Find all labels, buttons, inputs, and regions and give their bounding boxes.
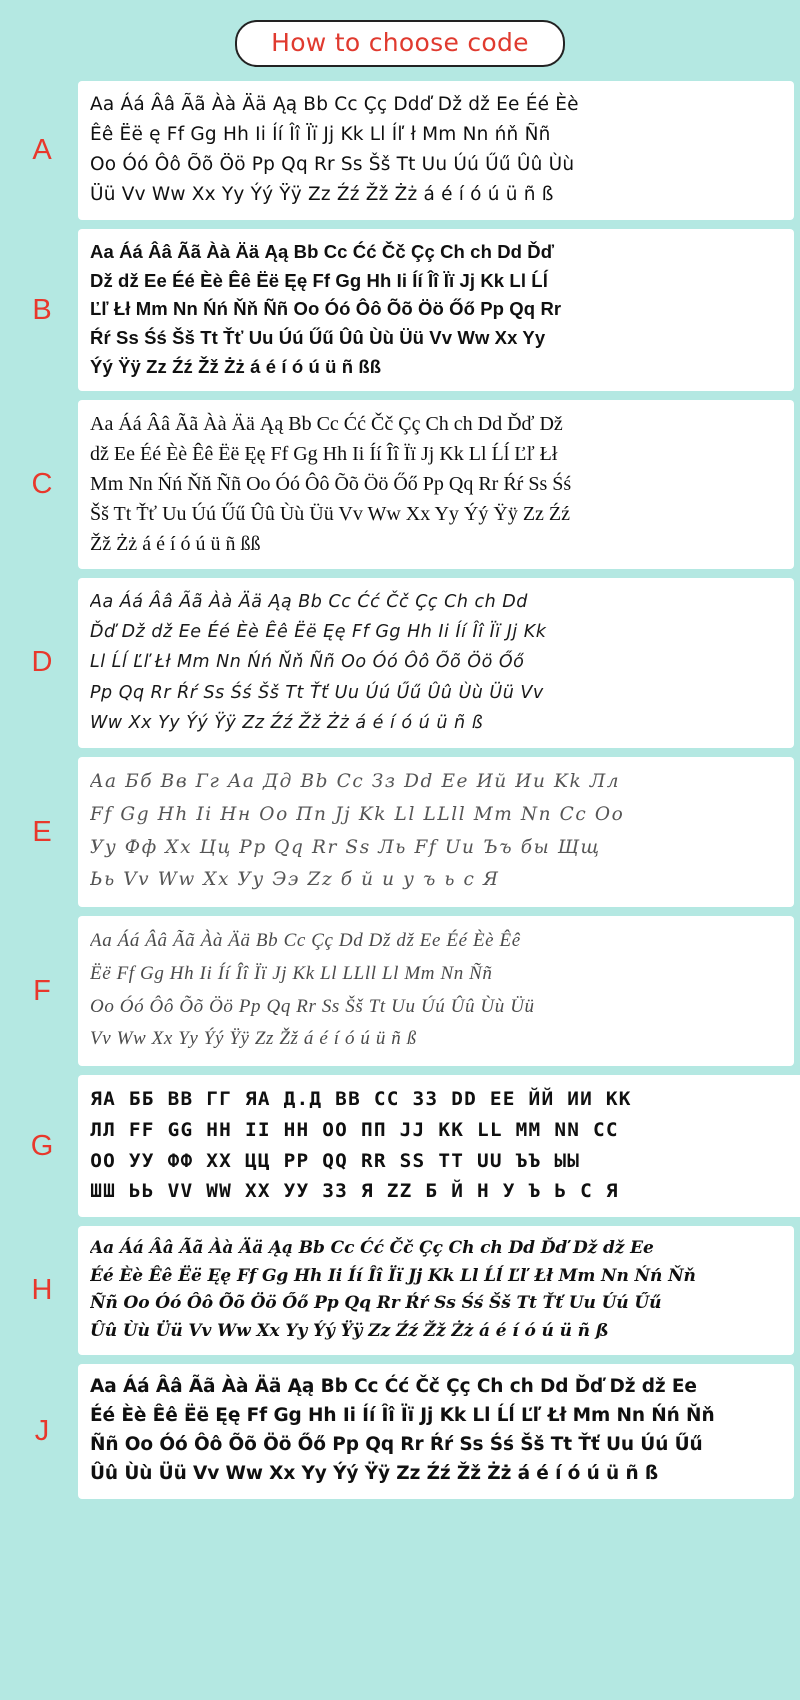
sample-letter-label: B xyxy=(32,293,52,326)
specimen-line: ОО УУ ФФ ХХ ЦЦ PP QQ RR SS TT UU ЪЪ ЫЫ xyxy=(90,1149,581,1172)
sample-letter-label: J xyxy=(34,1414,50,1447)
sample-letter-label: E xyxy=(32,815,52,848)
specimen-line: Éé Èè Êê Ëë Ęę Ff Gg Hh Ii Íí Îî Ïï Jj Kk Ll Ĺĺ Ľľ Łł Mm Nn Ńń Ňň xyxy=(90,1265,696,1286)
page-title: How to choose code xyxy=(235,20,565,67)
sample-letter-label: G xyxy=(30,1129,54,1162)
font-sample-row xyxy=(6,229,794,391)
specimen-line: Aa Áá Ââ Ãã Àà Ää Ąą Bb Cc Çç Ddď Dž dž Ee Éé Èè xyxy=(90,94,579,115)
font-sample-list xyxy=(0,81,800,1499)
specimen-line: dž Ee Éé Èè Êê Ëë Ęę Ff Gg Hh Ii Íí Îî Ïï Jj Kk Ll Ĺĺ Ľľ Łł xyxy=(90,443,558,466)
font-sample-row xyxy=(6,1226,794,1355)
font-sample-row xyxy=(6,400,794,569)
font-specimen-card[interactable] xyxy=(78,400,794,569)
specimen-line: Aa Áá Ââ Ãã Àà Ää Ąą Bb Cc Ćć Čč Çç Ch ch Dd xyxy=(90,592,528,613)
font-sample-row xyxy=(6,757,794,908)
font-specimen-card[interactable] xyxy=(78,1364,794,1498)
specimen-line: Ññ Oo Óó Ôô Õõ Öö Őő Pp Qq Rr Ŕŕ Ss Śś Šš Tt Ťť Uu Úú Űű xyxy=(90,1433,703,1455)
sample-letter-label: H xyxy=(31,1274,53,1307)
font-specimen-card[interactable] xyxy=(78,578,794,747)
font-sample-row xyxy=(6,578,794,747)
title-container xyxy=(0,20,800,67)
specimen-line: Aa Áá Ââ Ãã Àà Ää Ąą Bb Cc Ćć Čč Çç Ch ch Dd Ďď Dž xyxy=(90,413,563,436)
specimen-line: Üü Vv Ww Xx Yy Ýý Ÿÿ Zz Źź Žž Żż á é í ó ú ü ñ ß xyxy=(90,183,554,205)
specimen-line: Ll Ĺĺ Ľľ Łł Mm Nn Ńń Ňň Ññ Oo Óó Ôô Õõ Öö Őő xyxy=(90,652,525,673)
font-specimen-card[interactable] xyxy=(78,757,794,908)
specimen-line: Ьь Vv Ww Xx Уу Ээ Zz б й и у ъ ь с Я xyxy=(90,869,500,891)
sample-letter-label: D xyxy=(31,646,53,679)
font-sample-row xyxy=(6,916,794,1066)
sample-letter-label: C xyxy=(31,468,53,501)
specimen-line: Ûû Ùù Üü Vv Ww Xx Yy Ýý Ÿÿ Zz Źź Žž Żż á é í ó ú ü ñ ß xyxy=(90,1320,609,1341)
specimen-line: ШШ ЬЬ VV WW XX УУ ЗЗ Я ZZ Б Й Н У Ъ Ь С Я xyxy=(90,1180,619,1203)
specimen-line: Aa Áá Ââ Ãã Àà Ää Ąą Bb Cc Ćć Čč Çç Ch ch Dd Ďď xyxy=(90,240,555,262)
sample-letter-label: F xyxy=(33,974,51,1007)
specimen-line: Dž dž Ee Éé Èè Êê Ëë Ęę Ff Gg Hh Ii Íí Îî Ïï Jj Kk Ll Ĺĺ xyxy=(90,269,548,291)
specimen-line: Aa Áá Ââ Ãã Àà Ää Bb Cc Çç Dd Dž dž Ee Éé Èè Êê xyxy=(90,930,521,952)
font-specimen-card[interactable] xyxy=(78,916,794,1066)
specimen-line: ЛЛ FF GG HH II НН ОО ПП JJ КК LL MM NN CC xyxy=(90,1118,619,1141)
specimen-line: Oo Óó Ôô Õõ Öö Pp Qq Rr Ss Šš Tt Uu Úú Ûû Ùù Üü xyxy=(90,995,535,1017)
specimen-line: Žž Żż á é í ó ú ü ñ ßß xyxy=(90,533,261,556)
specimen-line: Éé Èè Êê Ëë Ęę Ff Gg Hh Ii Íí Îî Ïï Jj Kk Ll Ĺĺ Ľľ Łł Mm Nn Ńń Ňň xyxy=(90,1405,715,1427)
specimen-line: Oo Óó Ôô Õõ Öö Pp Qq Rr Ss Šš Tt Uu Úú Űű Ûû Ùù xyxy=(90,153,575,175)
specimen-line: Aa Бб Вв Гг Aa Дд Bb Cc Зз Dd Ee Ий Ии Kk Лл xyxy=(90,770,621,792)
specimen-line: Ýý Ÿÿ Zz Źź Žž Żż á é í ó ú ü ñ ßß xyxy=(90,355,382,377)
specimen-line: ЯА ББ ВВ ГГ ЯА Д.Д ВВ СС ЗЗ DD ЕЕ ЙЙ ИИ КК xyxy=(90,1088,632,1111)
font-specimen-card[interactable] xyxy=(78,1075,800,1217)
font-specimen-card[interactable] xyxy=(78,81,794,220)
specimen-line: Šš Tt Ťť Uu Úú Űű Ûû Ùù Üü Vv Ww Xx Yy Ýý Ÿÿ Zz Źź xyxy=(90,503,570,526)
specimen-line: Ľľ Łł Mm Nn Ńń Ňň Ññ Oo Óó Ôô Õõ Öö Őő Pp Qq Rr xyxy=(90,298,562,320)
specimen-line: Ff Gg Hh Ii Нн Oo Пп Jj Kk Ll LLll Mm Nn Cc Oo xyxy=(90,803,625,825)
specimen-line: Ññ Oo Óó Ôô Õõ Öö Őő Pp Qq Rr Ŕŕ Ss Śś Šš Tt Ťť Uu Úú Űű xyxy=(90,1293,662,1314)
specimen-line: Aa Áá Ââ Ãã Àà Ää Ąą Bb Cc Ćć Čč Çç Ch ch Dd Ďď Dž dž Ee xyxy=(90,1238,654,1259)
specimen-line: Ŕŕ Ss Śś Šš Tt Ťť Uu Úú Űű Ûû Ùù Üü Vv Ww Xx Yy xyxy=(90,326,546,348)
specimen-line: Mm Nn Ńń Ňň Ññ Oo Óó Ôô Õõ Öö Őő Pp Qq Rr Ŕŕ Ss Śś xyxy=(90,473,572,496)
sample-letter-label: A xyxy=(32,133,52,166)
font-specimen-card[interactable] xyxy=(78,229,794,391)
specimen-line: Ëë Ff Gg Hh Ii Íí Îî Ïï Jj Kk Ll LLll Ll Mm Nn Ññ xyxy=(90,963,493,985)
font-specimen-card[interactable] xyxy=(78,1226,794,1355)
font-sample-row xyxy=(6,1075,794,1217)
specimen-line: Vv Ww Xx Yy Ýý Ÿÿ Zz Žž á é í ó ú ü ñ ß xyxy=(90,1028,417,1050)
specimen-line: Уу Фф Xx Цц Pp Qq Rr Ss Ль Ff Uu Ъъ бы Щщ xyxy=(90,836,601,858)
specimen-line: Êê Ëë ę Ff Gg Hh Ii Íí Îî Ïï Jj Kk Ll Íľ ł Mm Nn ńň Ññ xyxy=(90,123,551,145)
font-sample-row xyxy=(6,81,794,220)
specimen-line: Pp Qq Rr Ŕŕ Ss Śś Šš Tt Ťť Uu Úú Űű Ûû Ùù Üü Vv xyxy=(90,682,544,703)
specimen-line: Ďď Dž dž Ee Éé Èè Êê Ëë Ęę Ff Gg Hh Ii Íí Îî Ïï Jj Kk xyxy=(90,622,547,643)
specimen-line: Ww Xx Yy Ýý Ÿÿ Zz Źź Žž Żż á é í ó ú ü ñ ß xyxy=(90,712,484,733)
specimen-line: Ûû Ùù Üü Vv Ww Xx Yy Ýý Ÿÿ Zz Źź Žž Żż á é í ó ú ü ñ ß xyxy=(90,1462,659,1484)
specimen-line: Aa Áá Ââ Ãã Àà Ää Ąą Bb Cc Ćć Čč Çç Ch ch Dd Ďď Dž dž Ee xyxy=(90,1376,697,1398)
font-sample-row xyxy=(6,1364,794,1498)
